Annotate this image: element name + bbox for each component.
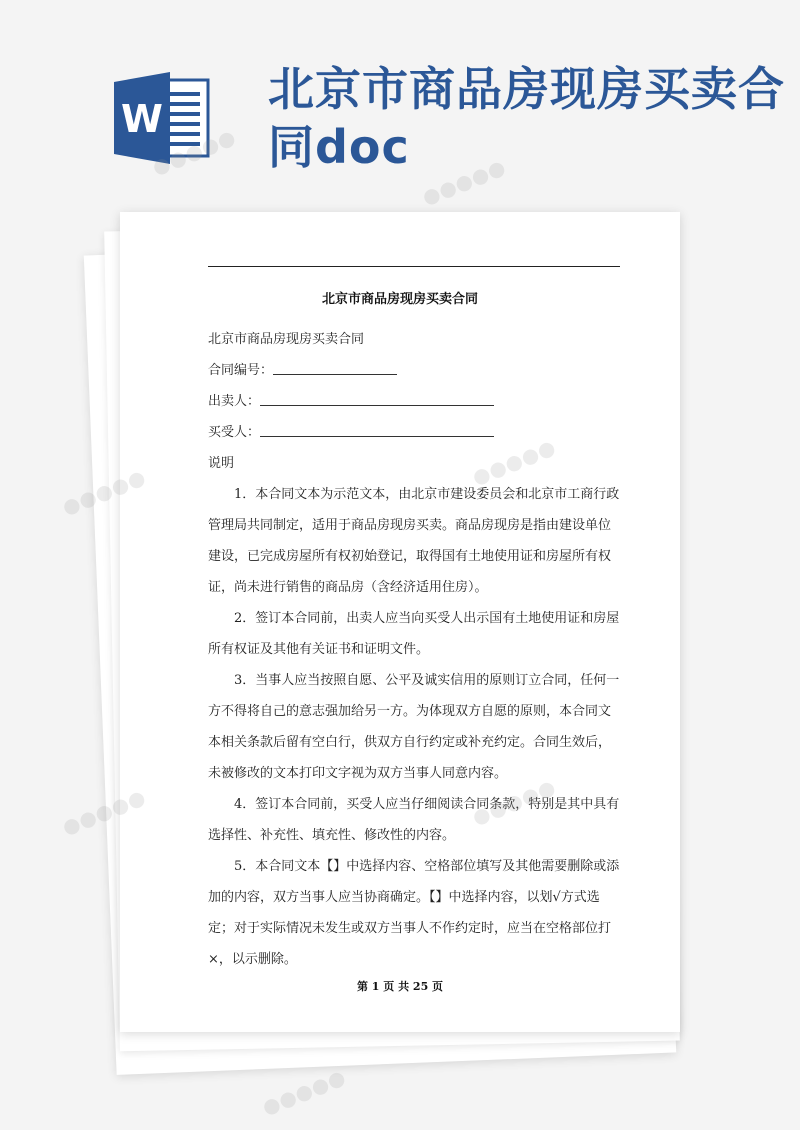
- paragraph: 1．本合同文本为示范文本，由北京市建设委员会和北京市工商行政管理局共同制定，适用于商品房现房买卖。商品房现房是指由建设单位建设，已完成房屋所有权初始登记，取得国有土地使用证和房屋所有权证，尚未进行销售的商品房（含经济适用住房）。: [208, 487, 620, 595]
- field-label: 买受人：: [208, 425, 261, 440]
- document-page: [120, 212, 680, 1032]
- banner-title: 北京市商品房现房买卖合同doc: [268, 62, 785, 174]
- field-contract-number: [208, 355, 620, 386]
- document-body: [208, 324, 620, 975]
- watermark: ●●●●●: [418, 154, 509, 210]
- header-rule: [208, 266, 620, 267]
- word-doc-icon: [112, 68, 212, 168]
- watermark: ●●●●●: [258, 1064, 349, 1120]
- word-logo-letter: W: [121, 97, 163, 141]
- field-buyer: [208, 417, 620, 448]
- paragraph: 3．当事人应当按照自愿、公平及诚实信用的原则订立合同，任何一方不得将自己的意志强加给另一方。为体现双方自愿的原则，本合同文本相关条款后留有空白行，供双方自行约定或补充约定。合同生效后，未被修改的文本打印文字视为双方当事人同意内容。: [208, 673, 620, 781]
- field-label: 合同编号：: [208, 363, 274, 378]
- seller-blank[interactable]: [260, 386, 494, 406]
- field-label: 出卖人：: [208, 394, 261, 409]
- field-seller: [208, 386, 620, 417]
- field-title: 北京市商品房现房买卖合同: [208, 332, 365, 347]
- paragraph: 5．本合同文本【】中选择内容、空格部位填写及其他需要删除或添加的内容，双方当事人应当协商确定。【】中选择内容，以划√方式选定；对于实际情况未发生或双方当事人不作约定时，应当在空格部位打×，以示删除。: [208, 859, 620, 967]
- document-heading: 北京市商品房现房买卖合同: [321, 292, 478, 307]
- paragraph: 4．签订本合同前，买受人应当仔细阅读合同条款，特别是其中具有选择性、补充性、填充性、修改性的内容。: [208, 797, 620, 843]
- paragraph: 2．签订本合同前，出卖人应当向买受人出示国有土地使用证和房屋所有权证及其他有关证书和证明文件。: [208, 611, 620, 657]
- field-notes: 说明: [208, 456, 235, 471]
- watermark: ●●●●●: [58, 784, 149, 840]
- contract-number-blank[interactable]: [273, 355, 397, 375]
- buyer-blank[interactable]: [260, 417, 494, 437]
- page-indicator: 第 1 页 共 25 页: [356, 980, 444, 993]
